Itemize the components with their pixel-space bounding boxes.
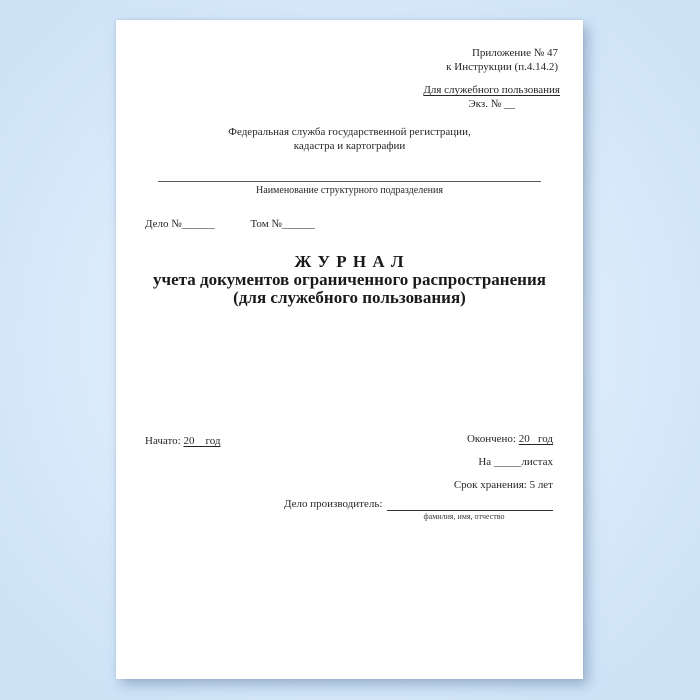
volume-number-field: Том №______: [250, 218, 315, 230]
agency-line2: кадастра и картографии: [293, 140, 406, 152]
finished-value: 20 год: [518, 433, 553, 445]
started-value: 20 год: [183, 435, 221, 447]
appendix-line2: к Инструкции (п.4.14.2): [446, 61, 558, 73]
footer-right-block: [454, 432, 553, 501]
title-line1: Ж У Р Н А Л: [294, 252, 405, 271]
retention-field: Срок хранения: 5 лет: [453, 479, 553, 491]
case-number-field: Дело №______: [145, 218, 215, 230]
clerk-hint: фамилия, имя, отчество: [423, 512, 505, 521]
clerk-label: Дело производитель:: [284, 498, 383, 510]
division-blank-line: [158, 181, 541, 182]
finished-field: [454, 432, 553, 446]
journal-cover-page: [116, 20, 583, 679]
title-line2: учета документов ограниченного распространения: [153, 270, 546, 289]
title-line3: (для служебного пользования): [233, 288, 466, 307]
appendix-line1: Приложение № 47: [471, 47, 558, 59]
appendix-note: [446, 46, 558, 74]
clerk-blank-line: [387, 497, 553, 511]
case-row: [145, 217, 315, 231]
started-label: Начато:: [145, 435, 181, 447]
sheets-field: На _____листах: [478, 456, 553, 468]
finished-label: Окончено:: [466, 433, 516, 445]
clerk-field: [284, 497, 553, 511]
division-caption: Наименование структурного подразделения: [256, 185, 443, 196]
journal-title: [116, 253, 583, 307]
classification-block: [423, 83, 560, 111]
agency-line1: Федеральная служба государственной регистрации,: [228, 126, 471, 138]
started-field: [145, 434, 221, 448]
agency-name: [116, 125, 583, 153]
copy-number-field: Экз. № __: [468, 98, 515, 110]
classification-label: Для служебного пользования: [423, 84, 560, 96]
